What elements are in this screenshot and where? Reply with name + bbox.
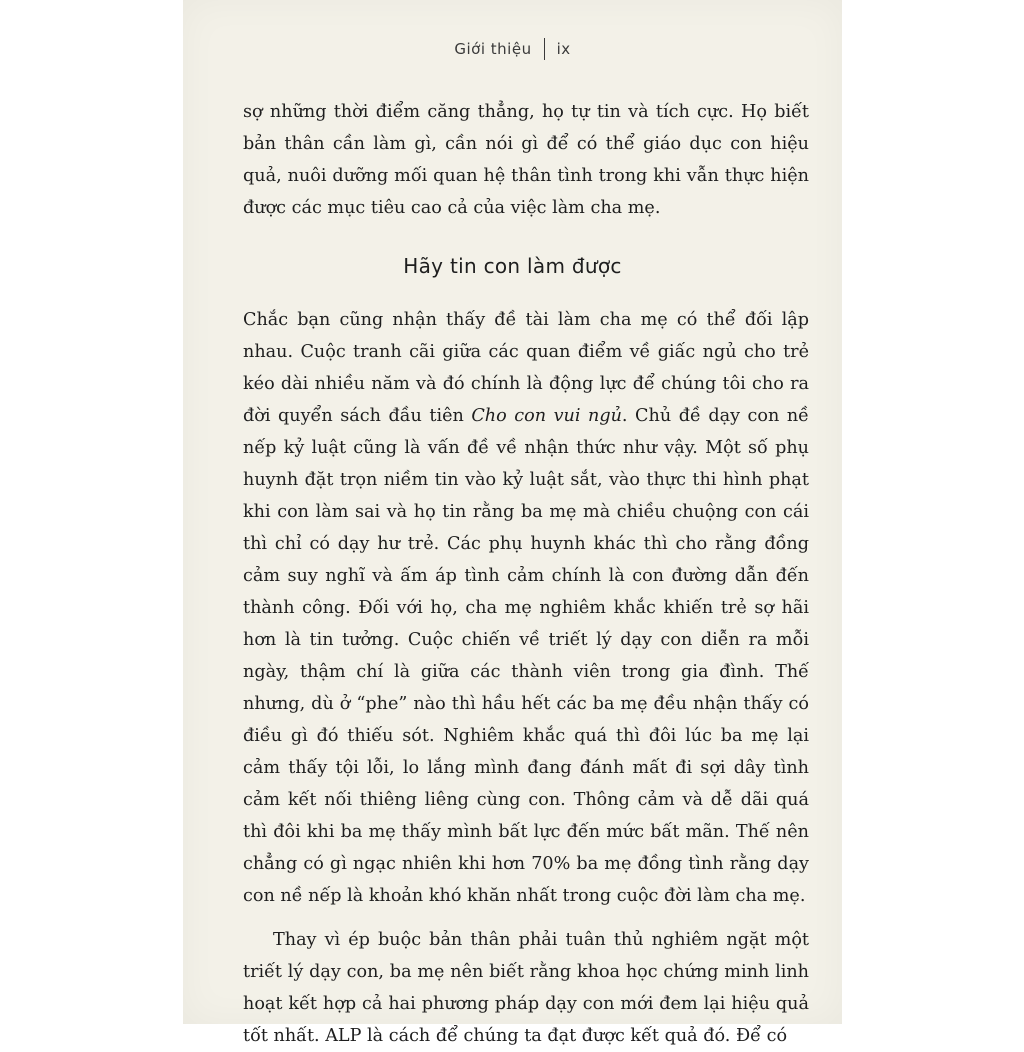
book-page — [183, 0, 842, 1046]
text-block-main — [243, 304, 809, 1052]
paragraph-continued: sợ những thời điểm căng thẳng, họ tự tin và tích cực. Họ biết bản thân cần làm gì, cần nói gì để có thể giáo dục con hiệu quả, nuôi dưỡng mối quan hệ thân tình trong khi vẫn thực hiện được các mục tiêu cao cả của việc làm cha mẹ. — [243, 102, 809, 218]
chapter-title: Giới thiệu — [454, 40, 532, 58]
paragraph-1-part-1: Chắc bạn cũng nhận thấy đề tài làm cha mẹ có thể đối lập nhau. Cuộc tranh cãi giữa các quan điểm về giấc ngủ cho trẻ kéo dài nhiều năm và đó chính là động lực để chúng tôi cho ra đời quyển sách đầu tiên — [243, 310, 809, 426]
paragraph-1-part-2: . Chủ đề dạy con nề nếp kỷ luật cũng là vấn đề về nhận thức như vậy. Một số phụ huynh đặt trọn niềm tin vào kỷ luật sắt, vào thực thi hình phạt khi con làm sai và họ tin rằng ba mẹ mà chiều chuộng con cái thì chỉ có dạy hư trẻ. Các phụ huynh khác thì cho rằng đồng cảm suy nghĩ và ấm áp tình cảm chính là con đường dẫn đến thành công. Đối với họ, cha mẹ nghiêm khắc khiến trẻ sợ hãi hơn là tin tưởng. Cuộc chiến về triết lý dạy con diễn ra mỗi ngày, thậm chí là giữa các thành viên trong gia đình. Thế nhưng, dù ở “phe” nào thì hầu hết các ba mẹ đều nhận thấy có điều gì đó thiếu sót. Nghiêm khắc quá thì đôi lúc ba mẹ lại cảm thấy tội lỗi, lo lắng mình đang đánh mất đi sợi dây tình cảm kết nối thiêng liêng cùng con. Thông cảm và dễ dãi quá thì đôi khi ba mẹ thấy mình bất lực đến mức bất mãn. Thế nên chẳng có gì ngạc nhiên khi hơn 70% ba mẹ đồng tình rằng dạy con nề nếp là khoản khó khăn nhất trong cuộc đời làm cha mẹ. — [243, 406, 809, 906]
paragraph-2: Thay vì ép buộc bản thân phải tuân thủ nghiêm ngặt một triết lý dạy con, ba mẹ nên biết rằng khoa học chứng minh linh hoạt kết hợp cả hai phương pháp dạy con mới đem lại hiệu quả tốt nhất. ALP là cách để chúng ta đạt được kết quả đó. Để có — [243, 930, 809, 1046]
header-separator — [544, 38, 545, 60]
text-block-top — [243, 96, 809, 224]
page-number: ix — [556, 40, 571, 58]
running-head — [183, 38, 842, 60]
book-title: Cho con vui ngủ — [471, 406, 622, 426]
paragraph-1 — [243, 304, 809, 912]
section-heading: Hãy tin con làm được — [403, 254, 622, 278]
